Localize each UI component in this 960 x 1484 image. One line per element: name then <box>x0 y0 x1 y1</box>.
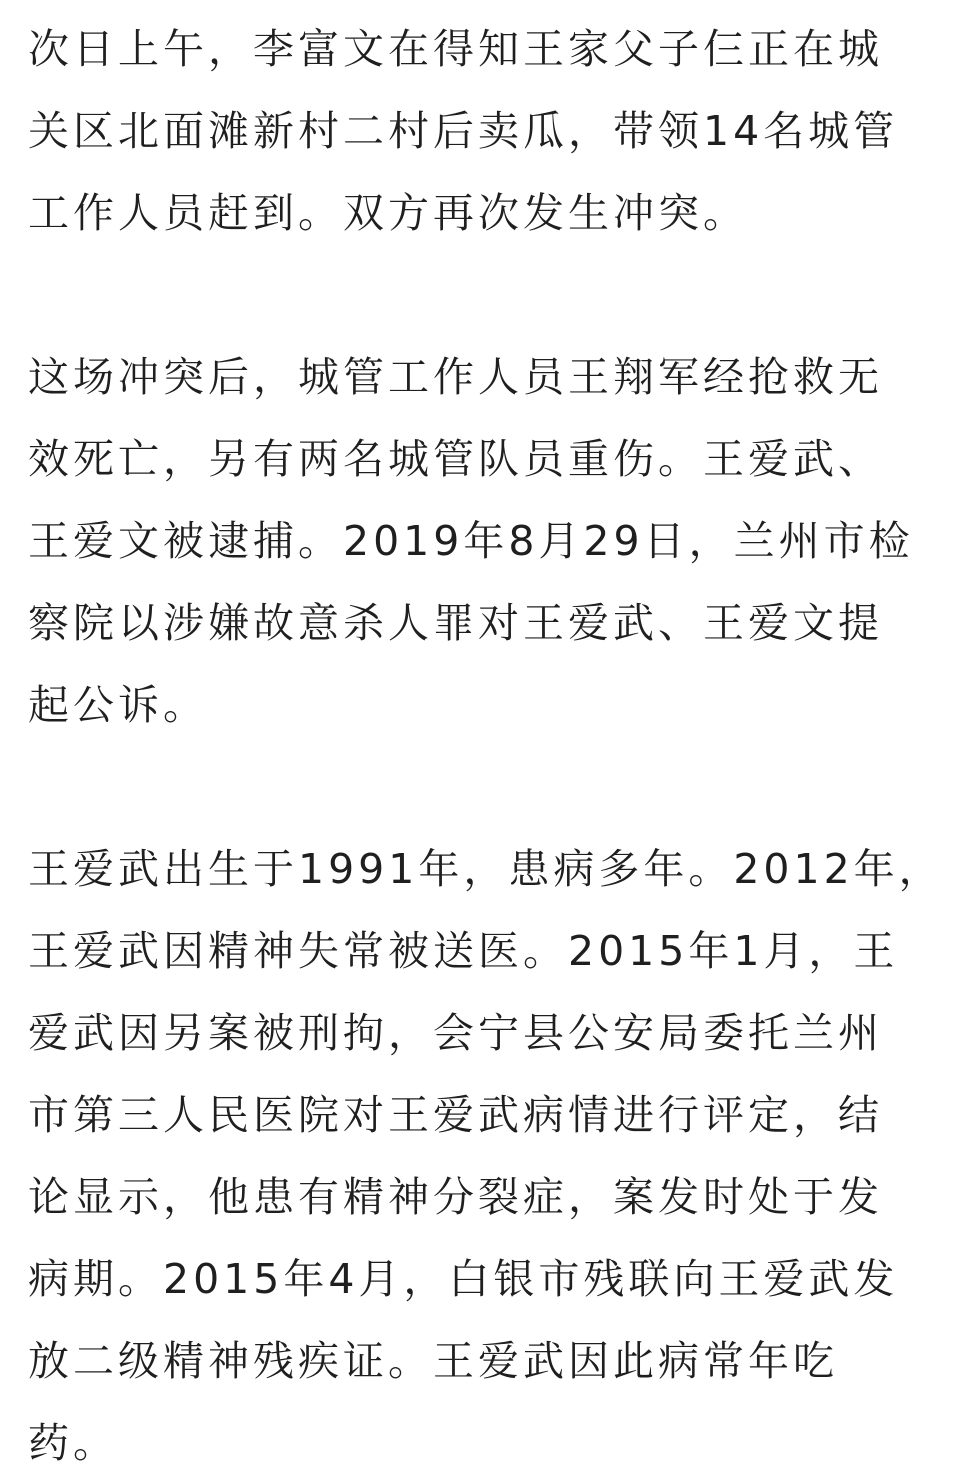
article-body <box>28 8 944 1484</box>
text-line: 放二级精神残疾证。王爱武因此病常年吃 <box>28 1337 838 1385</box>
text-line: 察院以涉嫌故意杀人罪对王爱武、王爱文提 <box>28 599 883 647</box>
text-line: 工作人员赶到。双方再次发生冲突。 <box>28 189 748 237</box>
text-line: 药。 <box>28 1419 118 1467</box>
text-line: 市第三人民医院对王爱武病情进行评定，结 <box>28 1091 883 1139</box>
text-line: 论显示，他患有精神分裂症，案发时处于发 <box>28 1173 883 1221</box>
text-line: 关区北面滩新村二村后卖瓜，带领14名城管 <box>28 107 899 155</box>
text-line: 王爱文被逮捕。2019年8月29日，兰州市检 <box>28 517 914 565</box>
text-line: 这场冲突后，城管工作人员王翔军经抢救无 <box>28 353 883 401</box>
text-line: 次日上午，李富文在得知王家父子仨正在城 <box>28 25 883 73</box>
text-line: 王爱武出生于1991年，患病多年。2012年， <box>28 845 944 893</box>
text-line: 病期。2015年4月，白银市残联向王爱武发 <box>28 1255 899 1303</box>
text-line: 效死亡，另有两名城管队员重伤。王爱武、 <box>28 435 883 483</box>
text-line: 起公诉。 <box>28 681 208 729</box>
text-line: 王爱武因精神失常被送医。2015年1月，王 <box>28 927 899 975</box>
paragraph-aftermath <box>28 336 940 746</box>
paragraph-medical-history <box>28 828 944 1484</box>
text-line: 爱武因另案被刑拘，会宁县公安局委托兰州 <box>28 1009 883 1057</box>
paragraph-conflict-next-day <box>28 8 940 254</box>
